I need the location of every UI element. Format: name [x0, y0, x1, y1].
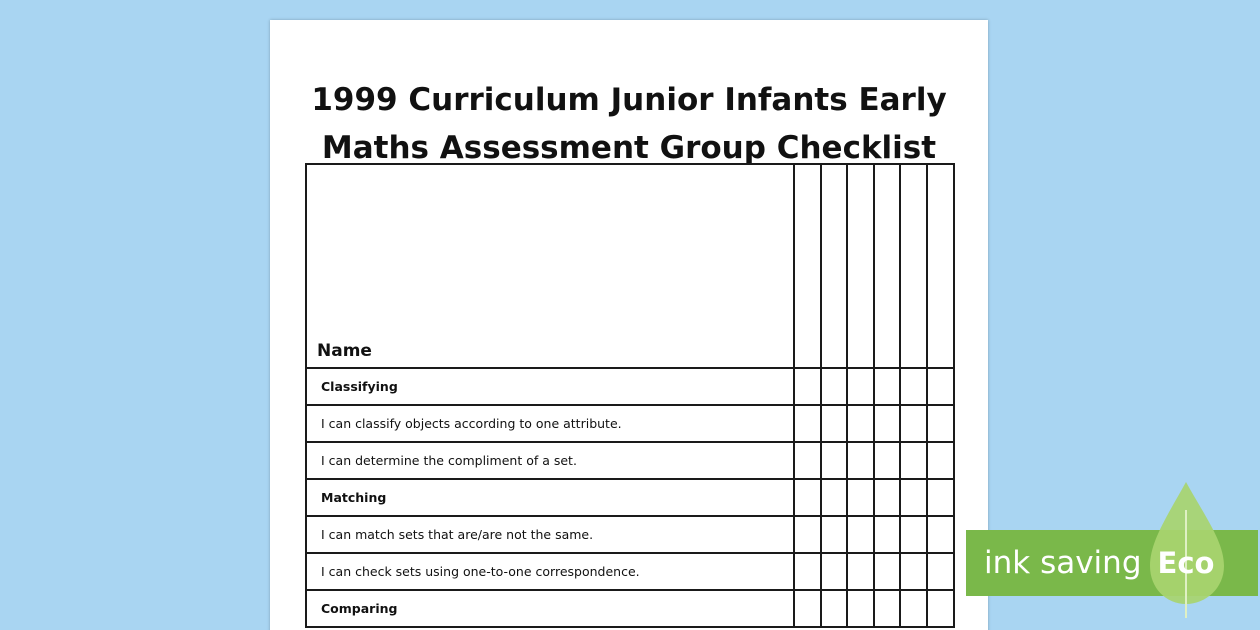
worksheet-title — [270, 76, 988, 172]
criterion-text: I can match sets that are/are not the same. — [321, 527, 594, 542]
section-heading-comparing: Comparing — [321, 601, 398, 616]
tick-cell — [794, 553, 821, 590]
tick-cell — [874, 516, 901, 553]
tick-cell — [794, 590, 821, 627]
tick-cell — [847, 442, 874, 479]
eco-label: Eco — [1157, 546, 1215, 580]
name-header-cell — [306, 164, 794, 368]
section-heading-classifying: Classifying — [321, 379, 398, 394]
table-row — [306, 516, 954, 553]
table-row — [306, 590, 954, 627]
table-row — [306, 553, 954, 590]
ink-saving-label: ink saving — [984, 545, 1142, 581]
tick-cell — [927, 516, 954, 553]
tick-cell — [900, 442, 927, 479]
tick-cell — [874, 405, 901, 442]
tick-cell — [874, 442, 901, 479]
title-line-1: 1999 Curriculum Junior Infants Early — [311, 82, 947, 118]
table-row — [306, 405, 954, 442]
tick-cell — [794, 442, 821, 479]
table-row — [306, 368, 954, 405]
tick-cell — [927, 405, 954, 442]
section-heading-cell — [306, 479, 794, 516]
criterion-text: I can check sets using one-to-one correspondence. — [321, 564, 640, 579]
tick-cell — [821, 442, 848, 479]
tick-cell — [847, 590, 874, 627]
section-heading-cell — [306, 590, 794, 627]
pupil-column-2 — [821, 164, 848, 368]
criterion-text: I can classify objects according to one attribute. — [321, 416, 622, 431]
criterion-text: I can determine the compliment of a set. — [321, 453, 577, 468]
criterion-cell — [306, 442, 794, 479]
tick-cell — [900, 405, 927, 442]
checklist-table — [305, 163, 955, 628]
section-heading-cell — [306, 368, 794, 405]
tick-cell — [821, 590, 848, 627]
tick-cell — [847, 553, 874, 590]
tick-cell — [900, 516, 927, 553]
name-header: Name — [317, 341, 372, 361]
pupil-column-6 — [927, 164, 954, 368]
tick-cell — [821, 553, 848, 590]
tick-cell — [821, 405, 848, 442]
pupil-column-4 — [874, 164, 901, 368]
tick-cell — [821, 368, 848, 405]
tick-cell — [927, 553, 954, 590]
tick-cell — [794, 516, 821, 553]
tick-cell — [794, 405, 821, 442]
criterion-cell — [306, 405, 794, 442]
tick-cell — [874, 553, 901, 590]
criterion-cell — [306, 516, 794, 553]
pupil-column-3 — [847, 164, 874, 368]
tick-cell — [847, 516, 874, 553]
tick-cell — [874, 590, 901, 627]
tick-cell — [927, 479, 954, 516]
tick-cell — [927, 368, 954, 405]
tick-cell — [821, 516, 848, 553]
tick-cell — [847, 405, 874, 442]
tick-cell — [821, 479, 848, 516]
tick-cell — [900, 368, 927, 405]
tick-cell — [927, 442, 954, 479]
tick-cell — [900, 479, 927, 516]
tick-cell — [874, 368, 901, 405]
pupil-column-1 — [794, 164, 821, 368]
tick-cell — [900, 553, 927, 590]
section-heading-matching: Matching — [321, 490, 387, 505]
tick-cell — [794, 479, 821, 516]
tick-cell — [927, 590, 954, 627]
criterion-cell — [306, 553, 794, 590]
title-line-2: Maths Assessment Group Checklist — [321, 130, 937, 166]
tick-cell — [794, 368, 821, 405]
tick-cell — [847, 479, 874, 516]
table-row — [306, 442, 954, 479]
pupil-column-5 — [900, 164, 927, 368]
tick-cell — [900, 590, 927, 627]
table-row — [306, 479, 954, 516]
header-row — [306, 164, 954, 368]
tick-cell — [847, 368, 874, 405]
tick-cell — [874, 479, 901, 516]
